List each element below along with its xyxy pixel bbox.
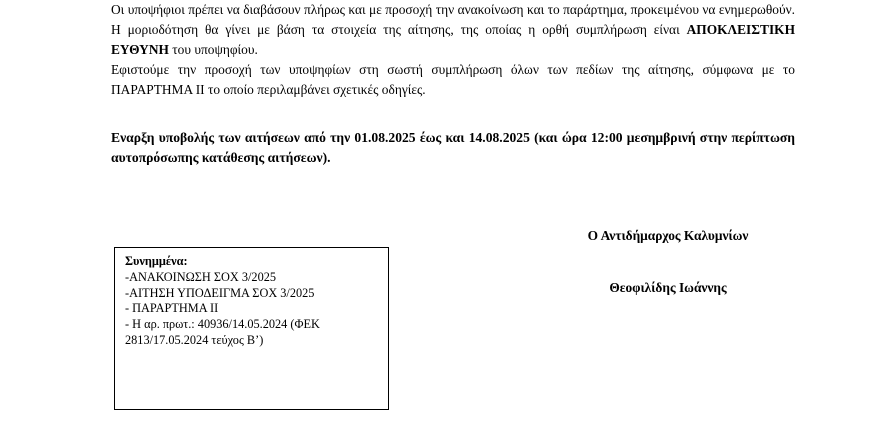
signatory-role: Ο Αντιδήμαρχος Καλυμνίων xyxy=(587,228,749,243)
notice-text: Οι υποψήφιοι πρέπει να διαβάσουν πλήρως και με προσοχή την ανακοίνωση και το παράρτημα, προκειμένου να ενημερωθούν. Η μοριοδότηση θα γίνει με βάση τα στοιχεία της αίτησης, της οποίας η ορθή συμπλήρωση είναι xyxy=(111,2,795,37)
emphasis-text: ΑΠΟΚΛΕΙΣΤΙΚΗ ΕΥΘΥΝΗ xyxy=(111,22,795,57)
attachment-item: -ΑΙΤΗΣΗ ΥΠΟΔΕΙΓΜΑ ΣΟΧ 3/2025 xyxy=(125,285,315,300)
attachment-item: -ΑΝΑΚΟΙΝΩΣΗ ΣΟΧ 3/2025 xyxy=(125,269,277,284)
submission-period-paragraph: Εναρξη υποβολής των αιτήσεων από την 01.08.2025 έως και 14.08.2025 (και ώρα 12:00 μεσημβρινή στην περίπτωση αυτοπρόσωπης κατάθεσης αιτήσεων). xyxy=(111,130,795,165)
warning-paragraph: Εφιστούμε την προσοχή των υποψηφίων στη σωστή συμπλήρωση όλων των πεδίων της αίτησης, σύμφωνα με το ΠΑΡΑΡΤΗΜΑ ΙΙ το οποίο περιλαμβάνει σχετικές οδηγίες. xyxy=(111,62,795,97)
attachments-title: Συνημμένα: xyxy=(125,254,188,268)
notice-text-tail: του υποψηφίου. xyxy=(168,42,258,57)
attachment-item: - ΠΑΡΑΡΤΗΜΑ ΙΙ xyxy=(125,301,219,316)
signatory-name: Θεοφιλίδης Ιωάννης xyxy=(609,280,727,295)
attachment-item: - Η αρ. πρωτ.: 40936/14.05.2024 (ΦΕΚ 2813/17.05.2024 τεύχος Β’) xyxy=(125,317,320,347)
notice-paragraph xyxy=(111,0,795,60)
attachments-box xyxy=(114,247,389,410)
